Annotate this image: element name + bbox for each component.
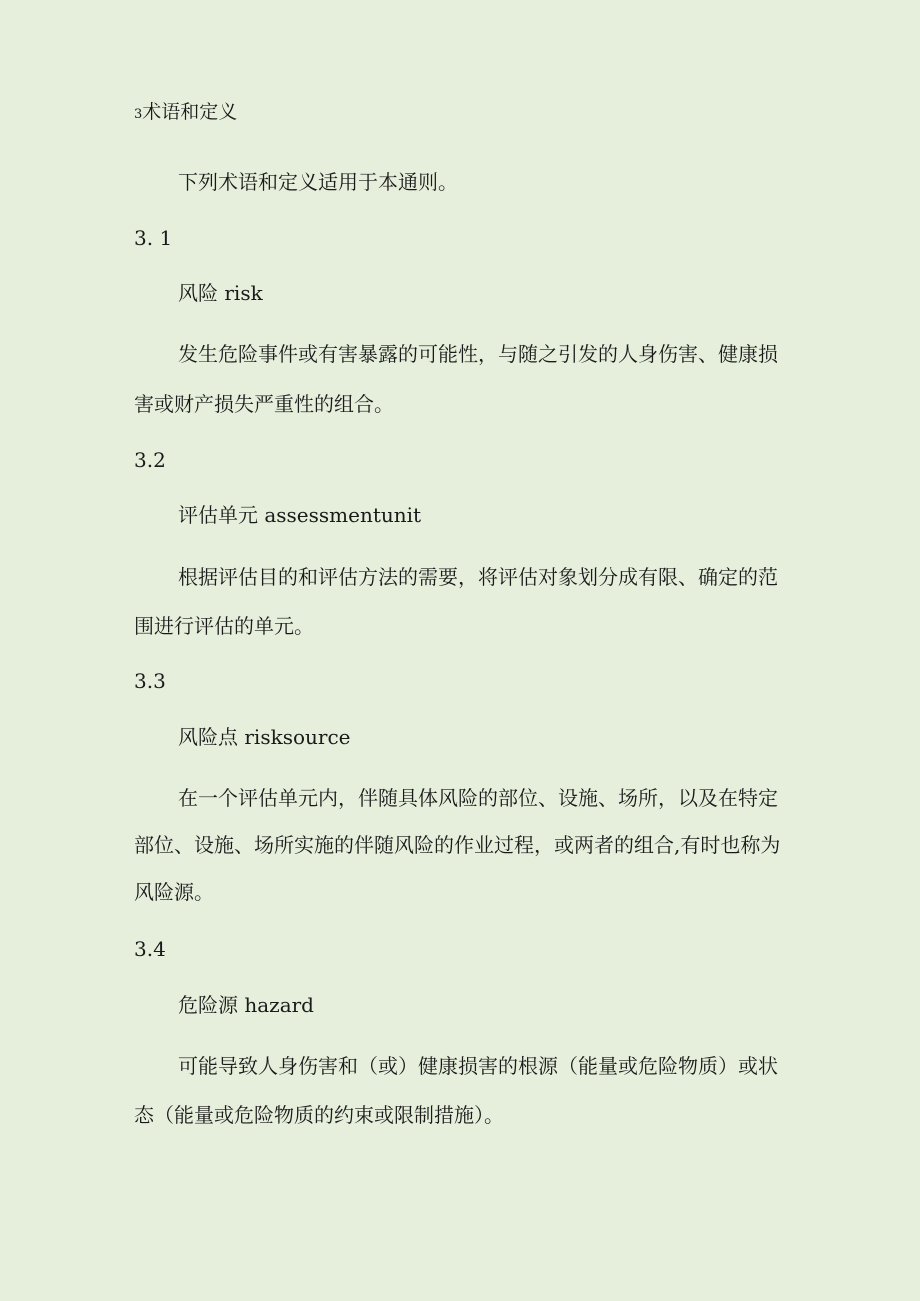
definition-line: 发生危险事件或有害暴露的可能性，与随之引发的人身伤害、健康损 (178, 342, 778, 366)
definition-line: 态（能量或危险物质的约束或限制措施）。 (134, 1103, 504, 1127)
heading-text: 术语和定义 (142, 101, 238, 123)
term-title: 危险源 hazard (178, 993, 314, 1017)
definition-line: 在一个评估单元内，伴随具体风险的部位、设施、场所，以及在特定 (178, 786, 778, 810)
definition-line: 风险源。 (134, 880, 214, 904)
term-title: 评估单元 assessmentunit (178, 503, 422, 527)
section-heading (134, 100, 237, 127)
definition-line: 可能导致人身伤害和（或）健康损害的根源（能量或危险物质）或状 (178, 1054, 778, 1078)
section-number: 3.4 (134, 937, 166, 961)
intro-paragraph: 下列术语和定义适用于本通则。 (178, 170, 458, 194)
definition-line: 围进行评估的单元。 (134, 614, 314, 638)
section-number: 3.3 (134, 669, 166, 693)
term-title: 风险 risk (178, 281, 263, 305)
section-number: 3. 1 (134, 226, 173, 250)
section-number: 3.2 (134, 448, 166, 472)
heading-number: 3 (134, 107, 143, 122)
definition-line: 部位、设施、场所实施的伴随风险的作业过程，或两者的组合,有时也称为 (134, 833, 781, 857)
definition-line: 害或财产损失严重性的组合。 (134, 392, 394, 416)
term-title: 风险点 risksource (178, 725, 351, 749)
definition-line: 根据评估目的和评估方法的需要，将评估对象划分成有限、确定的范 (178, 565, 778, 589)
